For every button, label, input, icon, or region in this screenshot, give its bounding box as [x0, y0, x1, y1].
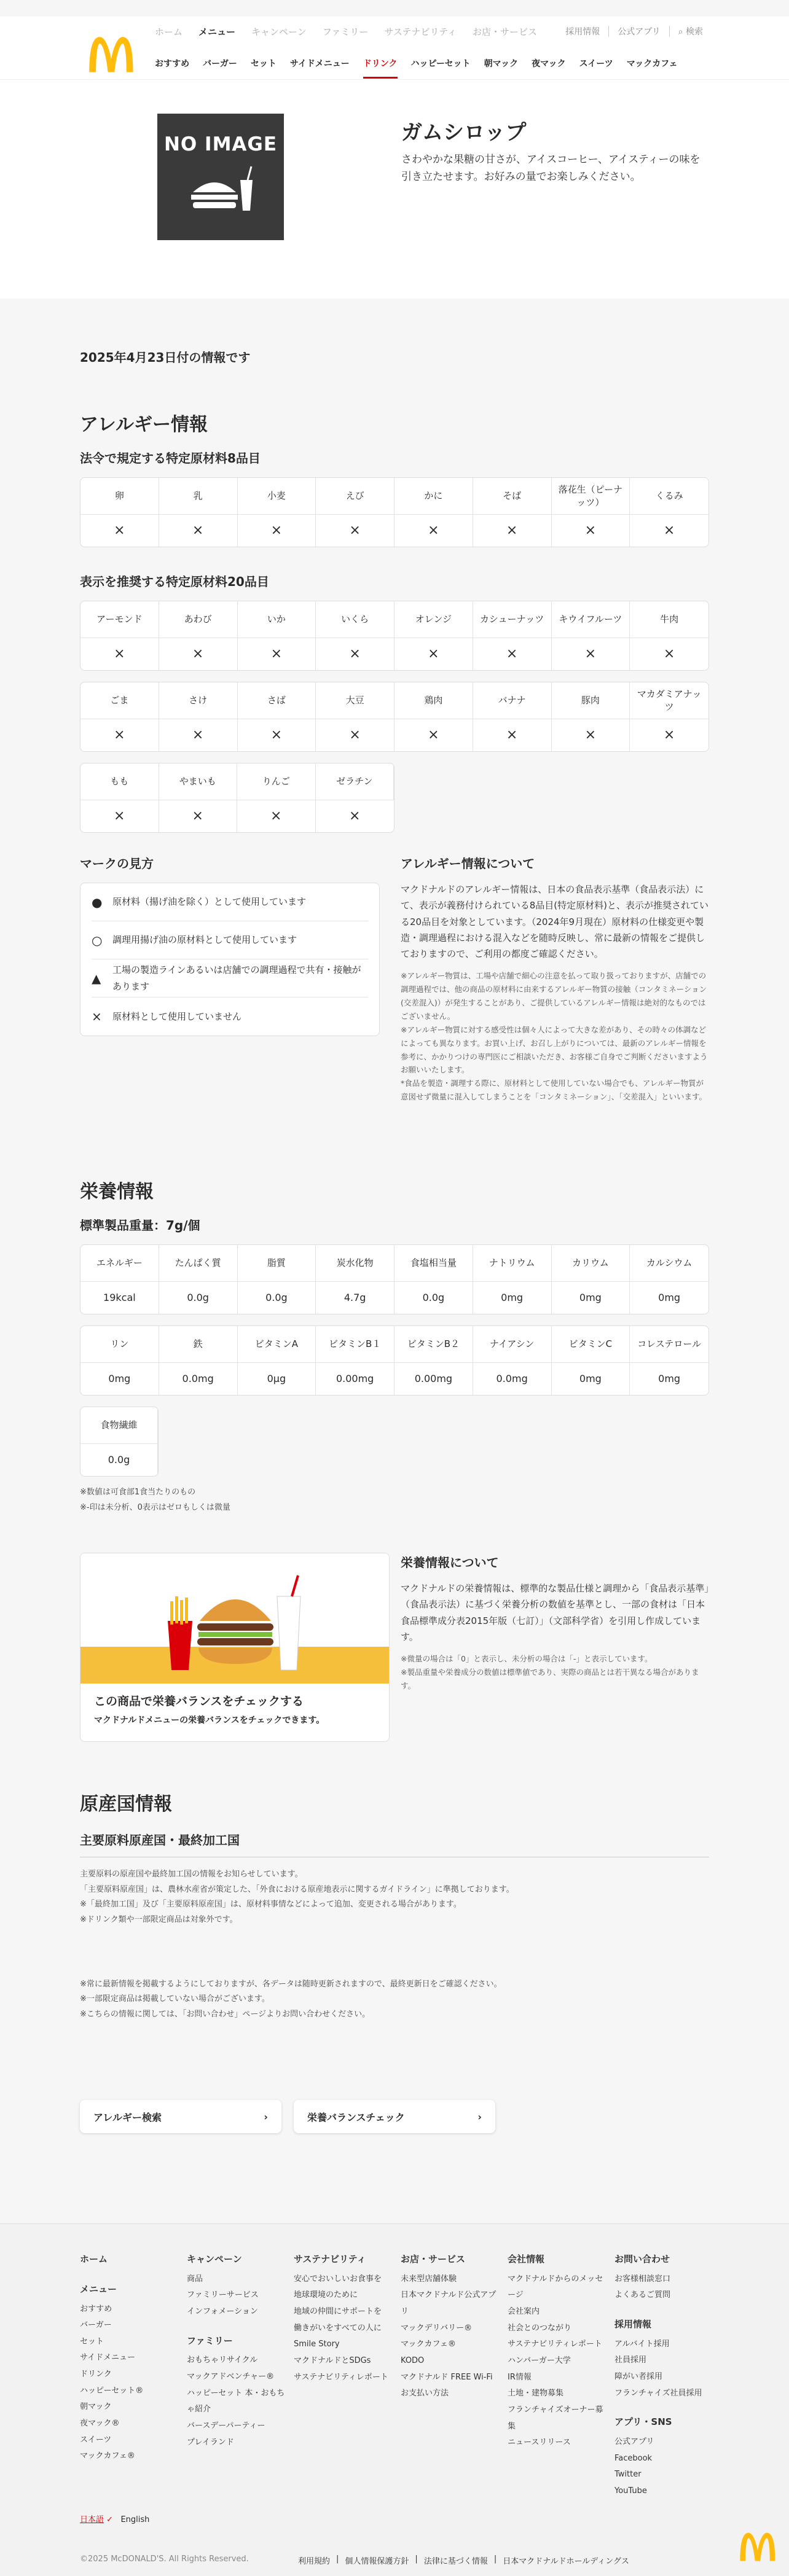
allergen-mark: × [238, 719, 316, 751]
allergen-name: アーモンド [80, 601, 159, 638]
util-nav-item[interactable]: メニュー [198, 26, 236, 37]
legend-mark-icon: ● [92, 894, 103, 910]
footer-heading[interactable]: お問い合わせ [614, 2254, 670, 2265]
allergy-sub-recommended: 表示を推奨する特定原材料20品目 [80, 574, 269, 589]
footer-link[interactable]: バースデーパーティー [187, 2421, 265, 2430]
allergy-note: ※アレルギー物質に対する感受性は個々人によって大きな差があり、その時々の体調などによっても異なります。お買い上げ、お召し上がりについては、最新のアレルギー情報を参考に、かかりつけの専門医にご相談いただき、お客様ご自身でご判断くださいますようお願いいたします。 [401, 1025, 708, 1075]
util-nav-item[interactable]: ファミリー [322, 26, 369, 37]
nutrient-value: 0mg [552, 1363, 630, 1395]
product-title: ガムシロップ [401, 120, 527, 145]
footer-link[interactable]: よくあるご質問 [614, 2290, 671, 2300]
nutrient-value: 0mg [473, 1282, 552, 1314]
allergy-note: ※アレルギー物質は、工場や店舗で細心の注意を払って取り扱っておりますが、店舗での調理過程では、他の商品の原材料に由来するアレルギー物質の接触（コンタミネーション(交差混入)）が発生することがあり、ご提供しているアレルギー情報は絶対的なものではございません。 [401, 971, 707, 1021]
allergy-table-20-c [80, 763, 394, 833]
footer-link[interactable]: ファミリーサービス [187, 2290, 259, 2300]
footer-link[interactable]: サステナビリティレポート [294, 2372, 388, 2382]
allergen-mark: × [238, 515, 316, 547]
allergen-name: りんご [237, 763, 316, 800]
nutrient-name: ビタミンB１ [316, 1326, 394, 1363]
nutrient-value: 19kcal [80, 1282, 159, 1314]
footer-link[interactable]: ハッピーセット 本・おもちゃ紹介 [187, 2388, 285, 2414]
footer-link[interactable]: マックアドベンチャー® [187, 2372, 275, 2382]
footer-link[interactable]: フランチャイズ社員採用 [614, 2388, 702, 2398]
allergen-name: 落花生（ピーナッツ） [552, 478, 630, 515]
allergen-name: そば [473, 478, 552, 515]
footer-heading[interactable]: 採用情報 [614, 2319, 652, 2330]
allergen-mark: × [473, 638, 552, 670]
allergen-mark: × [394, 638, 473, 670]
footer-link[interactable]: お客様相談窓口 [614, 2274, 671, 2284]
footer-link[interactable]: スイーツ [80, 2435, 112, 2445]
app-link[interactable]: 公式アプリ [618, 27, 661, 37]
card-image [80, 1553, 389, 1684]
search-link[interactable] [678, 25, 703, 37]
origin-notes [80, 1977, 709, 2023]
footer-link[interactable]: お支払い方法 [401, 2389, 449, 2398]
nutrient-value: 4.7g [316, 1282, 394, 1314]
nutrient-value: 0.0g [238, 1282, 316, 1314]
allergen-name: カシューナッツ [473, 601, 552, 638]
info-date: 2025年4月23日付の情報です [80, 350, 251, 365]
nutrient-value: 0µg [238, 1363, 316, 1395]
footer-link[interactable]: 夜マック® [80, 2418, 120, 2428]
lang-english[interactable]: English [120, 2515, 150, 2524]
allergen-name: オレンジ [394, 601, 473, 638]
allergen-mark: × [80, 638, 159, 670]
origin-line: 主要原料の原産国や最終加工国の情報をお知らせしています。 [80, 1870, 303, 1879]
footer-link[interactable]: マクドナルドとSDGs [294, 2355, 371, 2365]
allergen-mark: × [663, 646, 675, 662]
allergen-name: もも [80, 763, 159, 800]
allergen-mark: × [80, 719, 159, 751]
nutrition-about-body: マクドナルドの栄養情報は、標準的な製品仕様と調理から「食品表示基準」（食品表示法）に基づく栄養分析の数値を基準とし、一部の食材は「日本食品標準成分表2015年版（七訂）」（文部科学省）を引用し作成しています。 [401, 1583, 709, 1642]
nutrition-table-3 [80, 1407, 159, 1477]
allergy-table-20-a [80, 601, 709, 671]
allergen-mark: × [552, 515, 630, 547]
product-description: さわやかな果糖の甘さが、アイスコーヒー、アイスティーの味を引き立たせます。お好みの量でお楽しみください。 [401, 154, 701, 184]
nutrient-value: 0.0g [80, 1444, 158, 1476]
allergen-mark: × [238, 638, 316, 670]
footer-heading[interactable]: アプリ・SNS [614, 2416, 672, 2428]
nutrient-name: ナトリウム [473, 1245, 552, 1282]
menu-nav-item[interactable]: サイドメニュー [289, 59, 350, 69]
footer-link[interactable]: 障がい者採用 [614, 2372, 663, 2382]
util-nav-item[interactable]: サステナビリティ [384, 26, 457, 37]
allergen-name: いか [238, 601, 316, 638]
allergy-title: アレルギー情報 [80, 414, 208, 435]
allergen-name: 卵 [80, 478, 159, 515]
legend-mark-icon: ▲ [92, 970, 101, 986]
footer-link[interactable]: 未来型店舗体験 [401, 2274, 457, 2284]
balance-check-button[interactable] [294, 2100, 495, 2133]
allergen-mark: × [237, 800, 316, 832]
nutrition-about [401, 1553, 709, 1693]
search-icon: ⌕ [678, 27, 683, 37]
footer-link[interactable]: 地球環境のために [294, 2290, 358, 2300]
allergen-name: キウイフルーツ [552, 601, 630, 638]
allergen-name: やまいも [159, 763, 238, 800]
util-nav-item[interactable]: キャンペーン [251, 26, 307, 37]
nutrient-value: 0.00mg [394, 1363, 473, 1395]
allergen-name: 大豆 [316, 682, 394, 719]
footer-link[interactable]: ニュースリリース [508, 2438, 571, 2448]
footer-link[interactable]: インフォメーション [187, 2307, 258, 2317]
menu-nav [155, 57, 678, 79]
nutrient-name: ナイアシン [473, 1326, 552, 1363]
footer-link[interactable]: KODO [401, 2355, 425, 2365]
footer-column [401, 2250, 499, 2402]
footer-link[interactable]: フランチャイズオーナー募集 [508, 2405, 603, 2431]
allergen-name: バナナ [473, 682, 552, 719]
footer-column [508, 2250, 606, 2451]
allergy-note: *食品を製造・調理する際に、原材料として使用していない場合でも、アレルギー物質が意図せず微量に混入してしまうことを「コンタミネーション」、「交差混入」といいます。 [401, 1079, 707, 1102]
nutrition-section [80, 1176, 709, 1515]
legend-text: 原材料として使用していません [112, 1010, 242, 1022]
footer-heading[interactable]: お店・サービス [401, 2254, 466, 2265]
allergy-table-8 [80, 477, 709, 547]
no-image-label: NO IMAGE [163, 133, 278, 155]
nutrition-note: ※数値は可食部1食当たりのもの [80, 1488, 196, 1497]
burger-drink-icon [184, 162, 257, 217]
footer-link[interactable]: Smile Story [294, 2340, 340, 2349]
top-strip [0, 0, 789, 17]
footer-link[interactable]: 社会とのつながり [508, 2323, 572, 2333]
nutrient-name: リン [80, 1326, 159, 1363]
chevron-right-icon: › [477, 2110, 482, 2123]
origin-line: 「主要原料原産国」は、農林水産省が策定した、「外食における原産地表示に関するガイドライン」に準拠しております。 [80, 1884, 514, 1894]
footer-link[interactable]: おすすめ [80, 2304, 112, 2314]
mcdonalds-footer-logo[interactable] [739, 2531, 777, 2562]
allergen-mark: × [552, 719, 630, 751]
legend-mark-icon: ○ [92, 932, 103, 948]
footer-link[interactable]: セット [80, 2336, 104, 2346]
util-nav-item[interactable]: ホーム [155, 26, 183, 37]
nutrient-name: たんぱく質 [159, 1245, 238, 1282]
allergen-mark: × [159, 515, 238, 547]
nutrient-value: 0.0mg [159, 1363, 238, 1395]
nutrition-notes [80, 1485, 709, 1515]
legend-text: 調理用揚げ油の原材料として使用しています [112, 934, 297, 945]
allergen-mark: × [80, 800, 159, 832]
balance-card-wrap [80, 1553, 390, 1742]
allergen-name: ゼラチン [316, 763, 394, 800]
card-subtitle: マクドナルドメニューの栄養バランスをチェックできます。 [94, 1715, 325, 1725]
nutrient-value: 0mg [658, 1292, 681, 1304]
footer-link[interactable]: マクドナルド FREE Wi-Fi [401, 2372, 493, 2382]
menu-nav-item[interactable]: バーガー [203, 59, 237, 69]
allergen-mark: × [473, 719, 552, 751]
origin-title: 原産国情報 [80, 1793, 172, 1815]
footer-link[interactable]: ハンバーガー大学 [508, 2355, 571, 2365]
menu-nav-item[interactable]: 夜マック [532, 59, 566, 69]
nutrient-name: カルシウム [630, 1245, 709, 1282]
allergen-mark: × [159, 800, 238, 832]
footer-link[interactable]: 朝マック [80, 2402, 112, 2412]
footer-column [294, 2250, 392, 2386]
allergen-name: 牛肉 [630, 601, 709, 638]
allergen-mark: × [552, 638, 630, 670]
language-switch [80, 2513, 149, 2524]
legal-link[interactable]: 法律に基づく情報 [423, 2557, 488, 2566]
header-right-nav [565, 25, 703, 37]
allergy-search-label: アレルギー検索 [93, 2111, 162, 2123]
legend-row [92, 921, 368, 959]
nutrient-name: ビタミンA [238, 1326, 316, 1363]
allergy-search-button[interactable] [80, 2100, 281, 2133]
nutrient-name: コレステロール [630, 1326, 709, 1363]
nutrient-value: 0mg [80, 1363, 159, 1395]
footer-link[interactable]: 地域の仲間にサポートを [294, 2307, 382, 2317]
allergen-mark: × [80, 515, 159, 547]
allergen-mark: × [663, 523, 675, 539]
origin-sub: 主要原料原産国・最終加工国 [80, 1830, 709, 1857]
menu-nav-item[interactable]: ドリンク [363, 57, 398, 79]
legal-link[interactable]: 個人情報保護方針 [345, 2557, 409, 2566]
footer-heading[interactable]: サステナビリティ [294, 2254, 366, 2265]
allergen-name: ごま [80, 682, 159, 719]
legal-separator: | [336, 2555, 339, 2564]
footer-link[interactable]: 土地・建物募集 [508, 2389, 564, 2398]
product-image-placeholder [157, 114, 284, 240]
footer-link[interactable]: バーガー [80, 2320, 112, 2330]
footer-link[interactable]: サステナビリティレポート [508, 2340, 602, 2349]
nutrient-name: ビタミンB２ [394, 1326, 473, 1363]
allergen-name: さば [238, 682, 316, 719]
nutrition-title: 栄養情報 [80, 1181, 154, 1203]
footer-link[interactable]: 会社案内 [508, 2307, 540, 2317]
legend-text: 工場の製造ラインあるいは店舗での調理過程で共有・接触があります [112, 964, 361, 992]
nutrition-about-note: ※製品重量や栄養成分の数値は標準値であり、実際の商品とは若干異なる場合があります。 [401, 1667, 699, 1690]
legal-separator: | [415, 2555, 418, 2564]
allergy-sub-required: 法令で規定する特定原材料8品目 [80, 451, 261, 466]
legend-row [92, 959, 368, 997]
footer-heading[interactable]: ホーム [80, 2254, 108, 2265]
nutrient-value: 0.0g [394, 1282, 473, 1314]
site-header [0, 17, 789, 79]
legal-link[interactable]: 利用規約 [298, 2557, 331, 2566]
nutrition-about-title: 栄養情報について [401, 1555, 499, 1570]
nutrient-value: 0mg [658, 1373, 681, 1385]
origin-line: ※「最終加工国」及び「主要原料原産国」は、原材料事情などによって追加、変更される場合があります。 [80, 1900, 461, 1910]
nutrient-name: ビタミンC [552, 1326, 630, 1363]
footer-link[interactable]: 公式アプリ [614, 2437, 654, 2447]
allergen-mark: × [663, 727, 675, 743]
footer-link[interactable]: ハッピーセット® [80, 2386, 144, 2395]
footer-link[interactable]: アルバイト採用 [614, 2339, 670, 2349]
footer-link[interactable]: 働きがいをすべての人に [294, 2323, 382, 2333]
footer-link[interactable]: マクドナルドからのメッセージ [508, 2274, 603, 2300]
footer-link[interactable]: おもちゃリサイクル [187, 2355, 258, 2365]
allergy-about-body: マクドナルドのアレルギー情報は、日本の食品表示基準（食品表示法）にて、表示が義務付けられている8品目(特定原材料)と、表示が推奨されている20品目を対象としています。（2024年9月現在）原材料の仕様変更や製造・調理過程における混入などを随時反映し、常に最新の情報をご提供しておりますので、ご利用の都度ご確認ください。 [401, 884, 709, 959]
legend-title: マークの見方 [80, 856, 154, 871]
nutrient-value: 0mg [552, 1282, 630, 1314]
footer-link[interactable]: プレイランド [187, 2437, 234, 2447]
footer-heading[interactable]: ファミリー [187, 2335, 233, 2346]
nutrient-name: 鉄 [159, 1326, 238, 1363]
menu-nav-item[interactable]: セット [250, 59, 277, 69]
allergen-name: かに [394, 478, 473, 515]
nutrition-note: ※-印は未分析、0表示はゼロもしくは微量 [80, 1502, 230, 1512]
lang-japanese[interactable]: 日本語 [80, 2515, 104, 2524]
nutrient-name: 食塩相当量 [394, 1245, 473, 1282]
origin-line: ※ドリンク類や一部限定商品は対象外です。 [80, 1915, 238, 1925]
allergen-name: 小麦 [238, 478, 316, 515]
legal-link[interactable]: 日本マクドナルドホールディングス [503, 2557, 629, 2566]
search-label: 検索 [686, 27, 703, 37]
allergen-name: えび [316, 478, 394, 515]
nutrient-value: 0.0g [159, 1282, 238, 1314]
allergen-mark: × [316, 515, 394, 547]
balance-check-card[interactable] [80, 1553, 390, 1742]
nutrition-about-notes [401, 1652, 709, 1693]
legend-mark-icon: × [92, 1009, 102, 1024]
menu-nav-item[interactable]: マックカフェ [626, 59, 678, 69]
allergen-mark: × [473, 515, 552, 547]
chevron-right-icon: › [264, 2110, 268, 2123]
footer-link[interactable]: IR情報 [508, 2372, 532, 2382]
site-footer [0, 2223, 789, 2576]
allergen-mark: × [349, 808, 361, 824]
footer-link[interactable]: マックカフェ® [401, 2340, 456, 2349]
allergen-mark: × [394, 719, 473, 751]
nutrient-value: 0.00mg [316, 1363, 394, 1395]
allergen-mark: × [316, 719, 394, 751]
nutrition-about-note: ※微量の場合は「0」と表示し、未分析の場合は「-」と表示しています。 [401, 1654, 653, 1663]
allergy-about [401, 854, 709, 1104]
legend-box [80, 883, 380, 1036]
footer-link[interactable]: YouTube [614, 2486, 647, 2496]
footer-link[interactable]: マックデリバリー® [401, 2323, 473, 2333]
menu-nav-item[interactable]: ハッピーセット [410, 59, 471, 69]
nutrient-name: カリウム [552, 1245, 630, 1282]
footer-column [80, 2250, 178, 2465]
utility-nav [155, 25, 537, 38]
footer-heading[interactable]: メニュー [80, 2283, 117, 2295]
allergen-name: さけ [159, 682, 238, 719]
check-icon: ✓ [106, 2515, 114, 2524]
footer-column [614, 2250, 713, 2500]
footer-heading[interactable]: キャンペーン [187, 2254, 242, 2265]
allergy-section [80, 409, 709, 833]
nutrition-table-1 [80, 1244, 709, 1314]
menu-nav-item[interactable]: 朝マック [484, 59, 519, 69]
origin-note: ※常に最新情報を掲載するようにしておりますが、各データは随時更新されますので、最終更新日をご確認ください。 [80, 1979, 502, 1989]
origin-lines [80, 1867, 709, 1928]
nutrient-value: 0.0mg [473, 1363, 552, 1395]
footer-heading[interactable]: 会社情報 [508, 2254, 545, 2265]
footer-link[interactable]: Twitter [614, 2470, 642, 2480]
footer-link[interactable]: 社員採用 [614, 2355, 647, 2365]
nutrient-name: 脂質 [238, 1245, 316, 1282]
origin-section [80, 1789, 709, 2023]
allergen-name: いくら [316, 601, 394, 638]
mcdonalds-logo[interactable] [87, 35, 135, 73]
allergy-about-notes [401, 969, 709, 1104]
allergen-name: くるみ [630, 478, 709, 515]
menu-nav-item[interactable]: おすすめ [155, 59, 190, 69]
footer-link[interactable]: サイドメニュー [80, 2353, 135, 2363]
legal-separator: | [493, 2555, 497, 2564]
allergen-mark: × [394, 515, 473, 547]
allergen-mark: × [159, 719, 238, 751]
burger-fries-drink-icon [162, 1572, 309, 1676]
legend-text: 原材料（揚げ油を除く）として使用しています [112, 896, 307, 907]
allergen-mark: × [316, 638, 394, 670]
balance-check-label: 栄養バランスチェック [307, 2111, 405, 2123]
nutrition-weight: 標準製品重量：7g/個 [80, 1218, 200, 1233]
footer-link[interactable]: Facebook [614, 2453, 653, 2463]
allergen-mark: × [159, 638, 238, 670]
product-hero [0, 79, 789, 299]
util-nav-item[interactable]: お店・サービス [473, 26, 538, 37]
footer-column [187, 2250, 285, 2451]
careers-link[interactable]: 採用情報 [565, 27, 600, 37]
legend-row [92, 997, 368, 1036]
nutrient-name: エネルギー [80, 1245, 159, 1282]
footer-link[interactable]: 商品 [187, 2274, 203, 2284]
allergen-name: 乳 [159, 478, 238, 515]
allergen-name: 鶏肉 [394, 682, 473, 719]
footer-link[interactable]: 日本マクドナルド公式アプリ [401, 2290, 497, 2317]
allergen-name: あわび [159, 601, 238, 638]
allergy-table-20-b [80, 682, 709, 752]
copyright: ©2025 McDONALD'S. All Rights Reserved. [80, 2555, 249, 2564]
menu-nav-item[interactable]: スイーツ [579, 59, 613, 69]
allergen-name: マカダミアナッツ [630, 682, 709, 719]
legal-links [298, 2555, 629, 2566]
footer-link[interactable]: マックカフェ® [80, 2451, 135, 2461]
allergy-about-title: アレルギー情報について [401, 856, 535, 871]
nutrient-name: 炭水化物 [316, 1245, 394, 1282]
footer-link[interactable]: 安心でおいしいお食事を [294, 2274, 382, 2284]
origin-note: ※一部限定商品は掲載していない場合がございます。 [80, 1994, 270, 2004]
footer-link[interactable]: ドリンク [80, 2370, 112, 2379]
nutrition-table-2 [80, 1325, 709, 1395]
origin-note: ※こちらの情報に関しては、「お問い合わせ」ページよりお問い合わせください。 [80, 2010, 371, 2020]
nutrient-name: 食物繊維 [80, 1407, 158, 1444]
allergen-name: 豚肉 [552, 682, 630, 719]
legend-row [92, 883, 368, 921]
card-title: この商品で栄養バランスをチェックする [94, 1695, 304, 1708]
